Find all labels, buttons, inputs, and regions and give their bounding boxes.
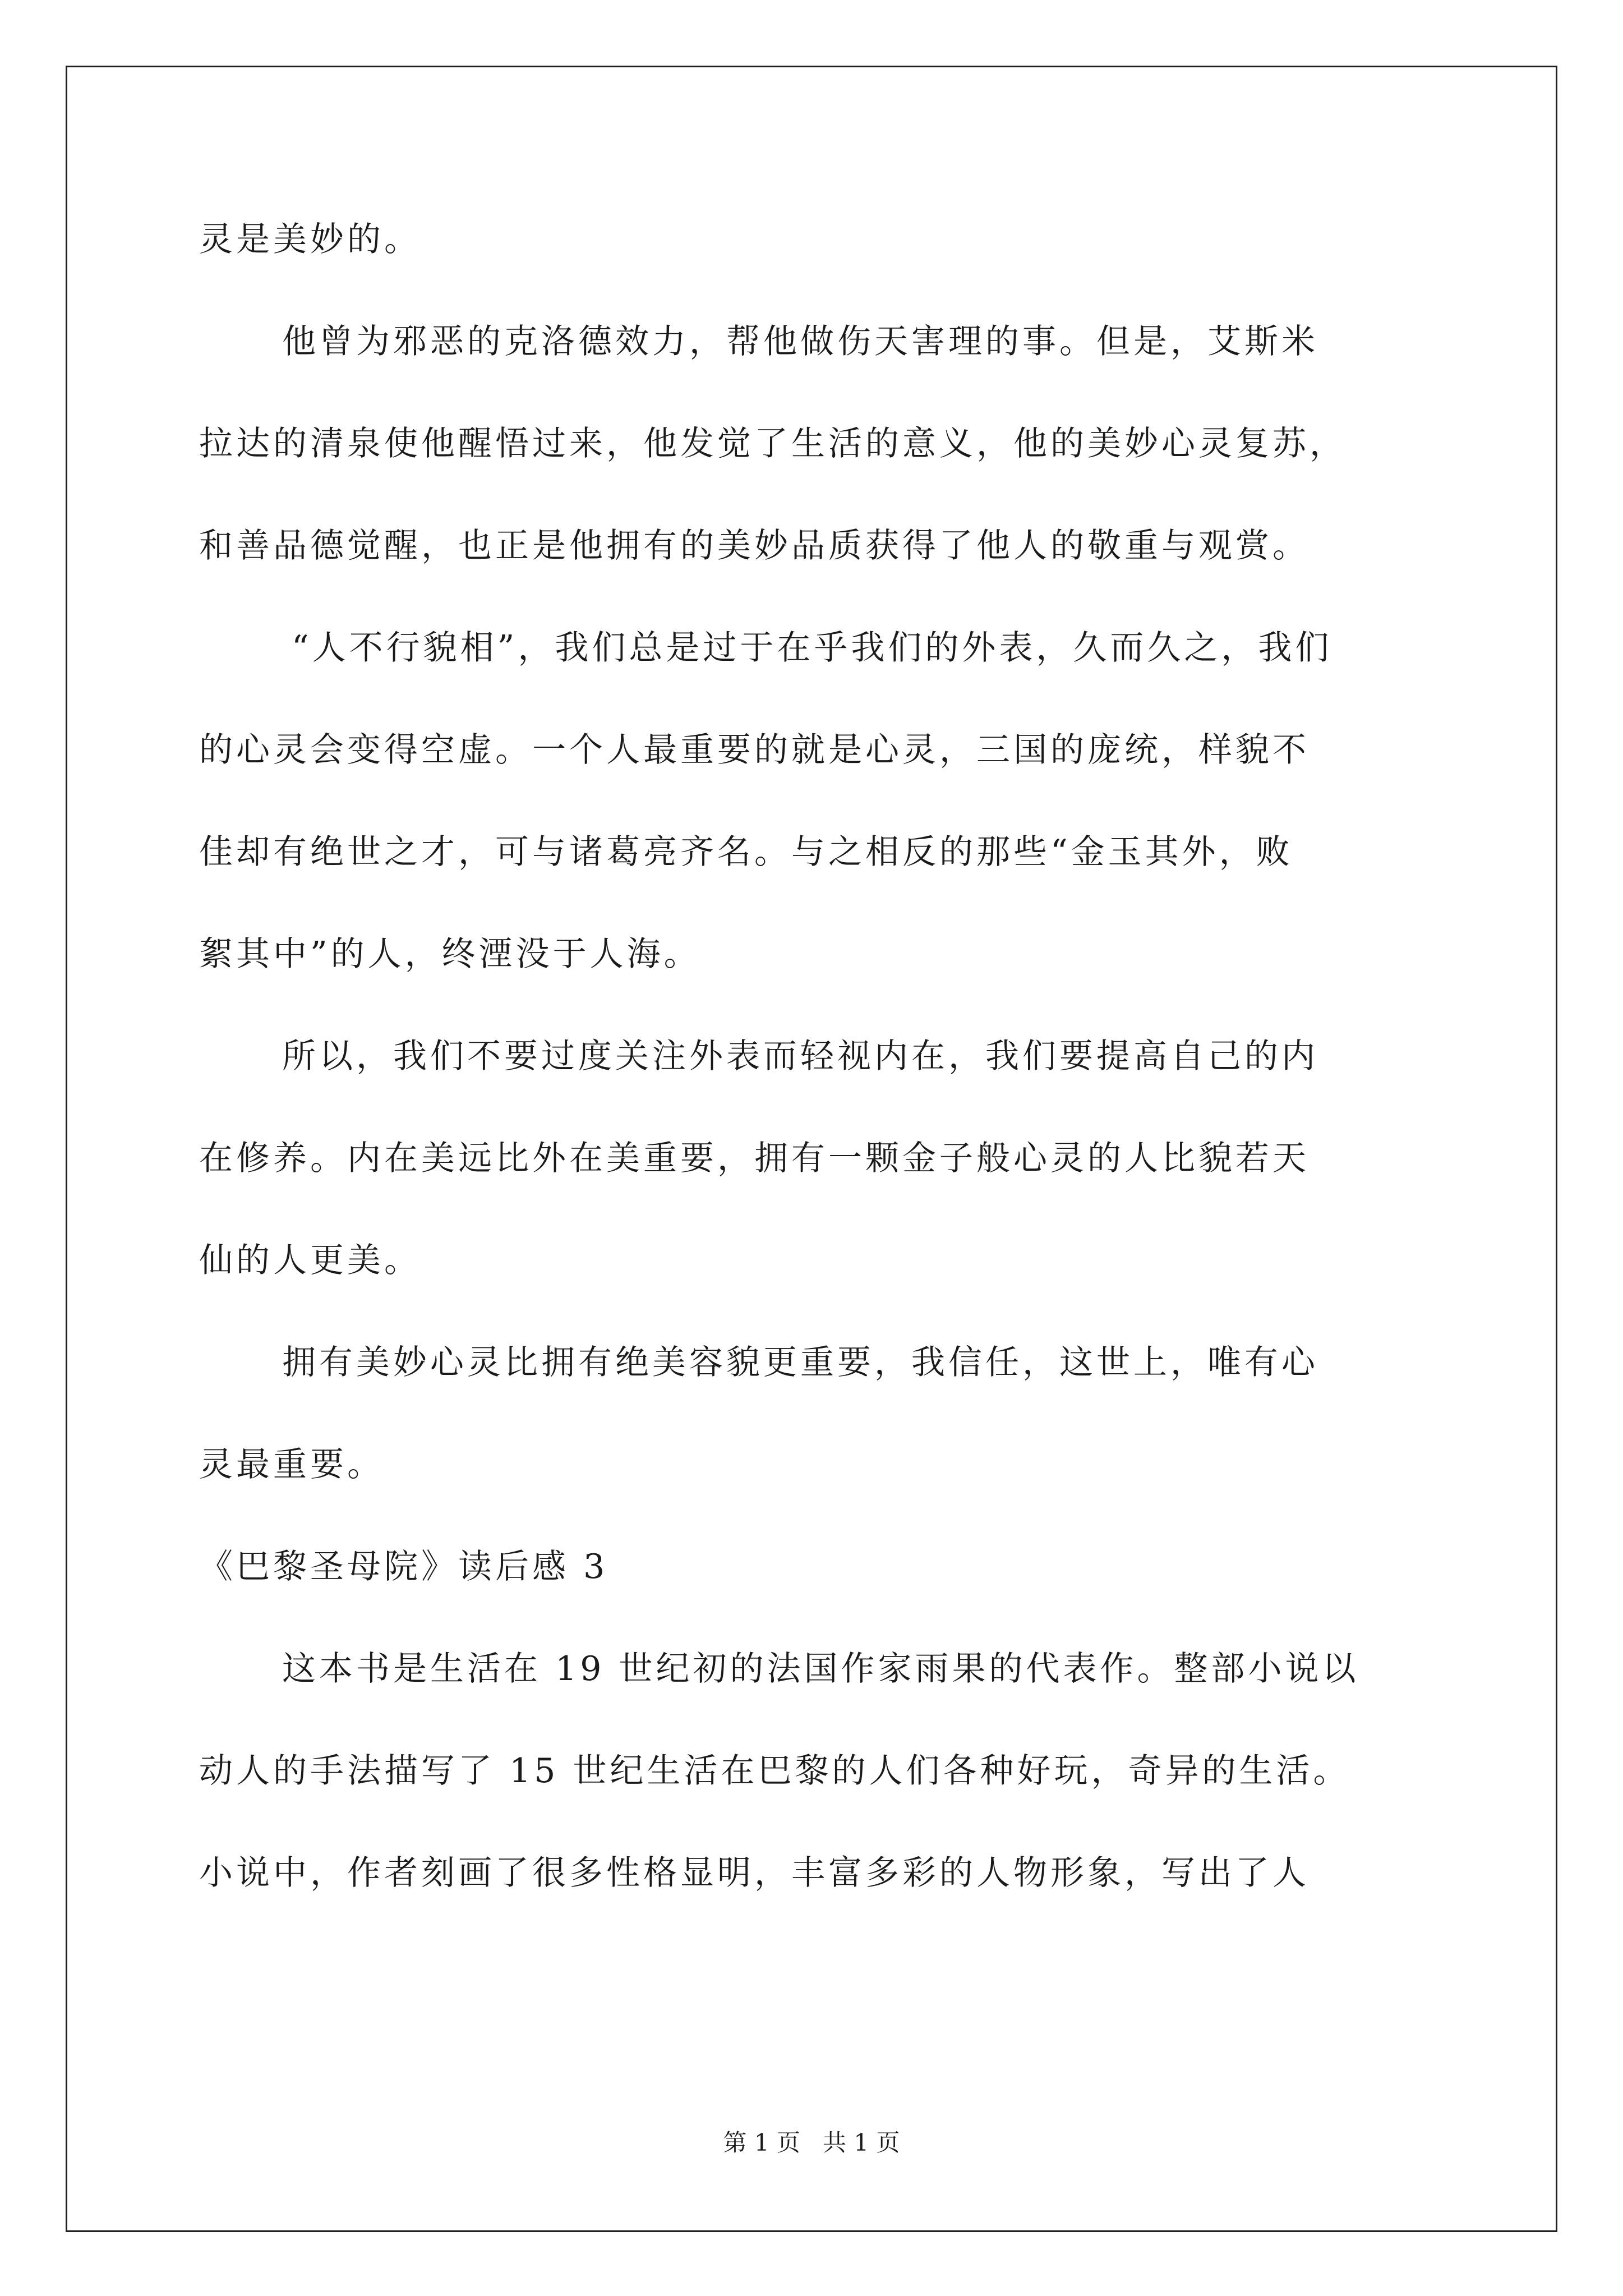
section-title: 《巴黎圣母院》读后感 3	[199, 1547, 608, 1586]
text-line: 这本书是生活在 19 世纪初的法国作家雨果的代表作。整部小说以	[282, 1649, 1359, 1688]
text-line: 的心灵会变得空虚。一个人最重要的就是心灵，三国的庞统，样貌不	[199, 730, 1310, 770]
text-line: 拉达的清泉使他醒悟过来，他发觉了生活的意义，他的美妙心灵复苏，	[199, 424, 1347, 463]
text-line: 他曾为邪恶的克洛德效力，帮他做伤天害理的事。但是，艾斯米	[282, 322, 1318, 361]
text-line: 动人的手法描写了 15 世纪生活在巴黎的人们各种好玩，奇异的生活。	[199, 1751, 1350, 1791]
text-line: 小说中，作者刻画了很多性格显明，丰富多彩的人物形象，写出了人	[199, 1853, 1310, 1893]
page-number-footer: 第 1 页 共 1 页	[723, 2129, 900, 2156]
text-line: 和善品德觉醒，也正是他拥有的美妙品质获得了他人的敬重与观赏。	[199, 526, 1310, 565]
text-line: 灵是美妙的。	[199, 220, 421, 259]
text-line: 仙的人更美。	[199, 1241, 421, 1280]
text-line: 在修养。内在美远比外在美重要，拥有一颗金子般心灵的人比貌若天	[199, 1139, 1310, 1178]
text-line: 絮其中”的人，终湮没于人海。	[199, 935, 701, 974]
text-line: “人不行貌相”，我们总是过于在乎我们的外表，久而久之，我们	[292, 628, 1332, 668]
text-line: 佳却有绝世之才，可与诸葛亮齐名。与之相反的那些“金玉其外，败	[199, 832, 1293, 872]
text-line: 所以，我们不要过度关注外表而轻视内在，我们要提高自己的内	[282, 1037, 1318, 1076]
text-line: 拥有美妙心灵比拥有绝美容貌更重要，我信任，这世上，唯有心	[282, 1343, 1318, 1382]
text-line: 灵最重要。	[199, 1445, 384, 1484]
